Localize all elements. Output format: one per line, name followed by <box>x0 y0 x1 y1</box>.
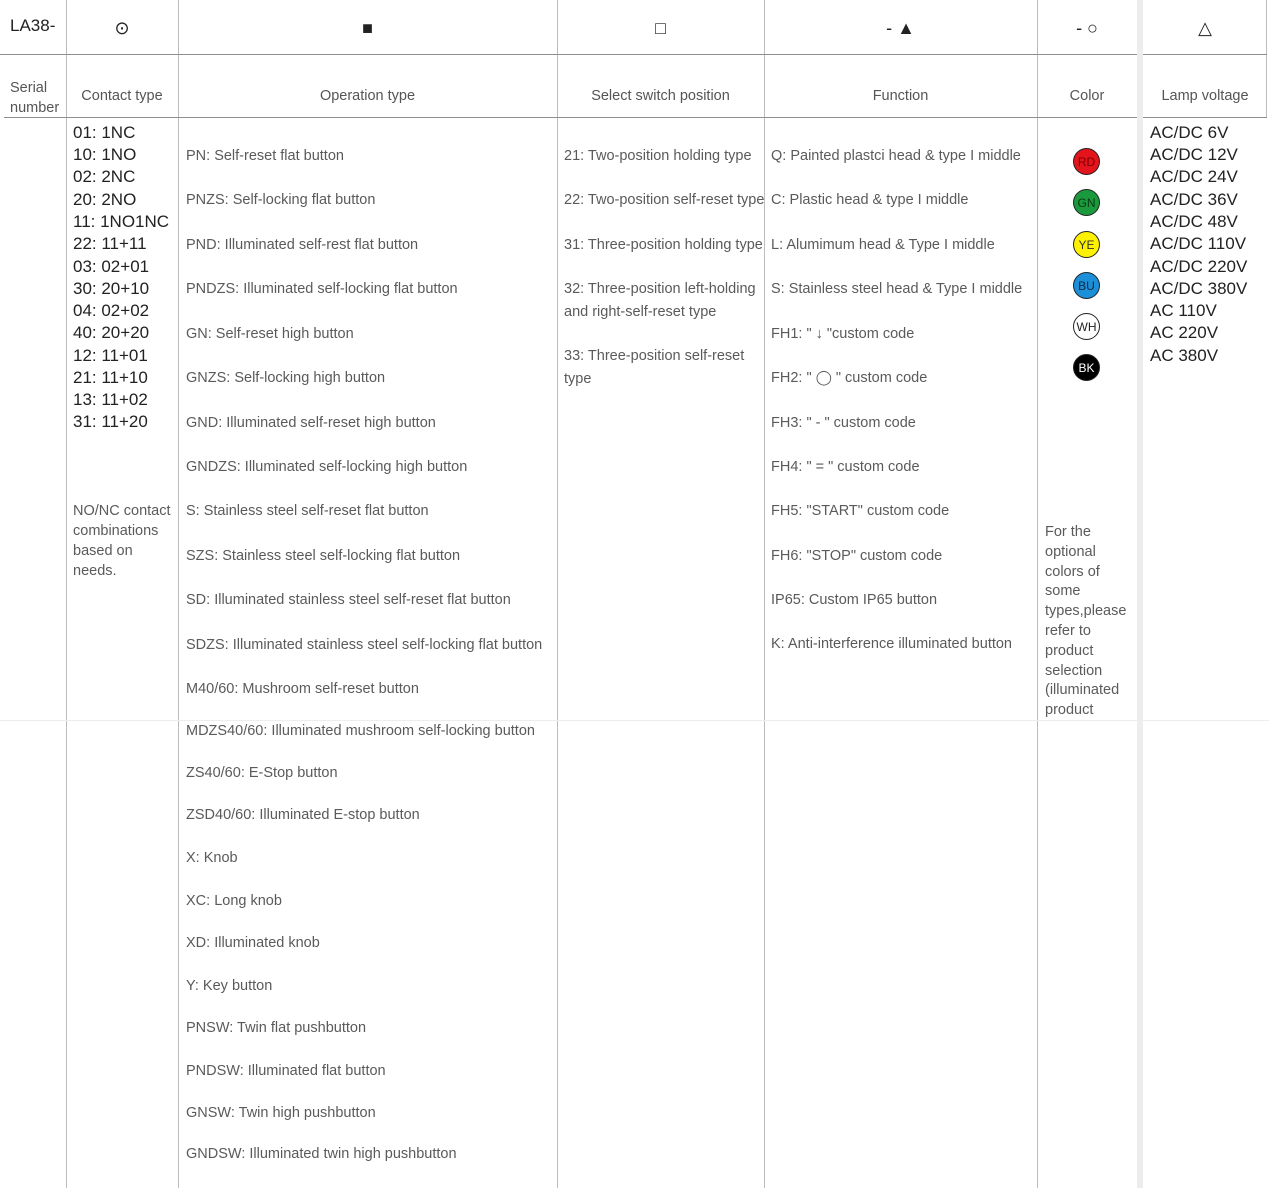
contact-symbol-icon: ⊙ <box>114 17 130 38</box>
select-symbol-icon: □ <box>655 17 666 38</box>
list-item: SD: Illuminated stainless steel self-reset flat button <box>186 592 511 608</box>
header-function: Function <box>872 88 929 104</box>
list-item: 04: 02+02 <box>73 301 150 320</box>
color-badge-rd <box>1073 148 1100 175</box>
list-item: 21: 11+10 <box>73 368 148 387</box>
header-operation: Operation type <box>319 88 416 104</box>
list-item: FH3: " - " custom code <box>771 415 916 431</box>
function-symbol-icon: - ▲ <box>886 17 915 38</box>
list-item: GN: Self-reset high button <box>186 326 354 342</box>
list-item: PNDSW: Illuminated flat button <box>186 1063 386 1079</box>
list-item: 33: Three-position self-reset type <box>564 348 745 387</box>
list-item: PN: Self-reset flat button <box>186 148 344 164</box>
list-item: C: Plastic head & type I middle <box>771 192 969 208</box>
list-item: 22: 11+11 <box>73 234 147 253</box>
list-item: PNSW: Twin flat pushbutton <box>186 1020 367 1036</box>
list-item: S: Stainless steel head & Type I middle <box>771 281 1023 297</box>
color-symbol-icon: - ○ <box>1076 17 1098 38</box>
list-item: GNDZS: Illuminated self-locking high button <box>186 459 468 475</box>
list-item: Q: Painted plastci head & type I middle <box>771 148 1021 164</box>
color-code: GN <box>1077 195 1096 210</box>
list-item: L: Alumimum head & Type I middle <box>771 237 995 253</box>
column-divider <box>66 0 67 1188</box>
list-item: 10: 1NO <box>73 145 137 164</box>
color-code: RD <box>1077 154 1096 169</box>
list-item: AC/DC 6V <box>1150 123 1229 142</box>
list-item: AC/DC 24V <box>1150 167 1238 186</box>
column-divider <box>764 0 765 1188</box>
list-item: GND: Illuminated self-reset high button <box>186 415 436 431</box>
list-item: PNZS: Self-locking flat button <box>186 192 376 208</box>
color-code: WH <box>1076 319 1097 334</box>
header-contact: Contact type <box>81 88 163 104</box>
header-select: Select switch position <box>591 88 730 104</box>
list-item: K: Anti-interference illuminated button <box>771 636 1012 652</box>
list-item: MDZS40/60: Illuminated mushroom self-locking button <box>186 723 535 739</box>
lamp-symbol-icon: △ <box>1198 17 1212 38</box>
list-item: ZSD40/60: Illuminated E-stop button <box>186 807 420 823</box>
column-divider <box>557 0 558 1188</box>
list-item: 31: Three-position holding type <box>564 237 763 253</box>
list-item: ZS40/60: E-Stop button <box>186 765 338 781</box>
color-code: YE <box>1078 237 1095 252</box>
list-item: SDZS: Illuminated stainless steel self-locking flat button <box>186 637 543 653</box>
list-item: IP65: Custom IP65 button <box>771 592 938 608</box>
list-item: GNDSW: Illuminated twin high pushbutton <box>186 1146 457 1162</box>
list-item: FH6: "STOP" custom code <box>771 548 943 564</box>
contact-note: NO/NC contact combinations based on needs. <box>73 503 171 579</box>
list-item: AC 220V <box>1150 323 1219 342</box>
list-item: XC: Long knob <box>186 893 282 909</box>
color-badge-wh <box>1073 313 1100 340</box>
list-item: PNDZS: Illuminated self-locking flat button <box>186 281 458 297</box>
header-color: Color <box>1069 88 1105 104</box>
row-divider-header <box>4 117 1137 118</box>
list-item: 31: 11+20 <box>73 412 148 431</box>
list-item: AC/DC 48V <box>1150 212 1238 231</box>
list-item: 32: Three-position left-holding and right-self-reset type <box>564 281 756 320</box>
list-item: M40/60: Mushroom self-reset button <box>186 681 419 697</box>
list-item: 40: 20+20 <box>73 323 150 342</box>
list-item: 03: 02+01 <box>73 257 150 276</box>
color-note: For the optional colors of some types,please refer to product selection (illuminated product <box>1045 524 1127 719</box>
header-lamp: Lamp voltage <box>1161 88 1249 104</box>
row-divider-top <box>0 54 1137 55</box>
list-item: 20: 2NO <box>73 190 137 209</box>
list-item: FH5: "START" custom code <box>771 503 950 519</box>
color-badge-gn <box>1073 189 1100 216</box>
color-code: BK <box>1078 360 1095 375</box>
list-item: 30: 20+10 <box>73 279 150 298</box>
model-prefix: LA38- <box>10 16 56 35</box>
list-item: GNZS: Self-locking high button <box>186 370 386 386</box>
color-badge-ye <box>1073 231 1100 258</box>
list-item: FH4: " = " custom code <box>771 459 920 475</box>
operation-symbol-icon: ■ <box>362 17 373 38</box>
color-code: BU <box>1078 278 1095 293</box>
list-item: X: Knob <box>186 850 238 866</box>
list-item: 11: 1NO1NC <box>73 212 170 231</box>
list-item: PND: Illuminated self-rest flat button <box>186 237 419 253</box>
list-item: 21: Two-position holding type <box>564 148 752 164</box>
row-divider-top <box>1143 54 1267 55</box>
list-item: AC/DC 12V <box>1150 145 1238 164</box>
column-divider <box>178 0 179 1188</box>
list-item: AC/DC 220V <box>1150 257 1248 276</box>
list-item: SZS: Stainless steel self-locking flat button <box>186 548 461 564</box>
list-item: S: Stainless steel self-reset flat button <box>186 503 429 519</box>
color-badge-bk <box>1073 354 1100 381</box>
list-item: 22: Two-position self-reset type <box>564 192 765 208</box>
list-item: AC 110V <box>1150 301 1217 320</box>
row-divider-header <box>1143 117 1267 118</box>
list-item: 12: 11+01 <box>73 346 148 365</box>
column-divider <box>1037 0 1038 1188</box>
list-item: 01: 1NC <box>73 123 136 142</box>
list-item: XD: Illuminated knob <box>186 935 320 951</box>
column-gap <box>1137 0 1143 1188</box>
list-item: AC/DC 36V <box>1150 190 1238 209</box>
list-item: AC/DC 110V <box>1150 234 1247 253</box>
list-item: AC 380V <box>1150 346 1219 365</box>
color-badge-bu <box>1073 272 1100 299</box>
header-serial: Serial number <box>10 80 60 116</box>
list-item: FH1: " ↓ "custom code <box>771 326 915 342</box>
list-item: 02: 2NC <box>73 167 136 186</box>
list-item: AC/DC 380V <box>1150 279 1248 298</box>
list-item: GNSW: Twin high pushbutton <box>186 1105 376 1121</box>
list-item: 13: 11+02 <box>73 390 148 409</box>
list-item: Y: Key button <box>186 978 273 994</box>
list-item: FH2: " ◯ " custom code <box>771 370 928 386</box>
